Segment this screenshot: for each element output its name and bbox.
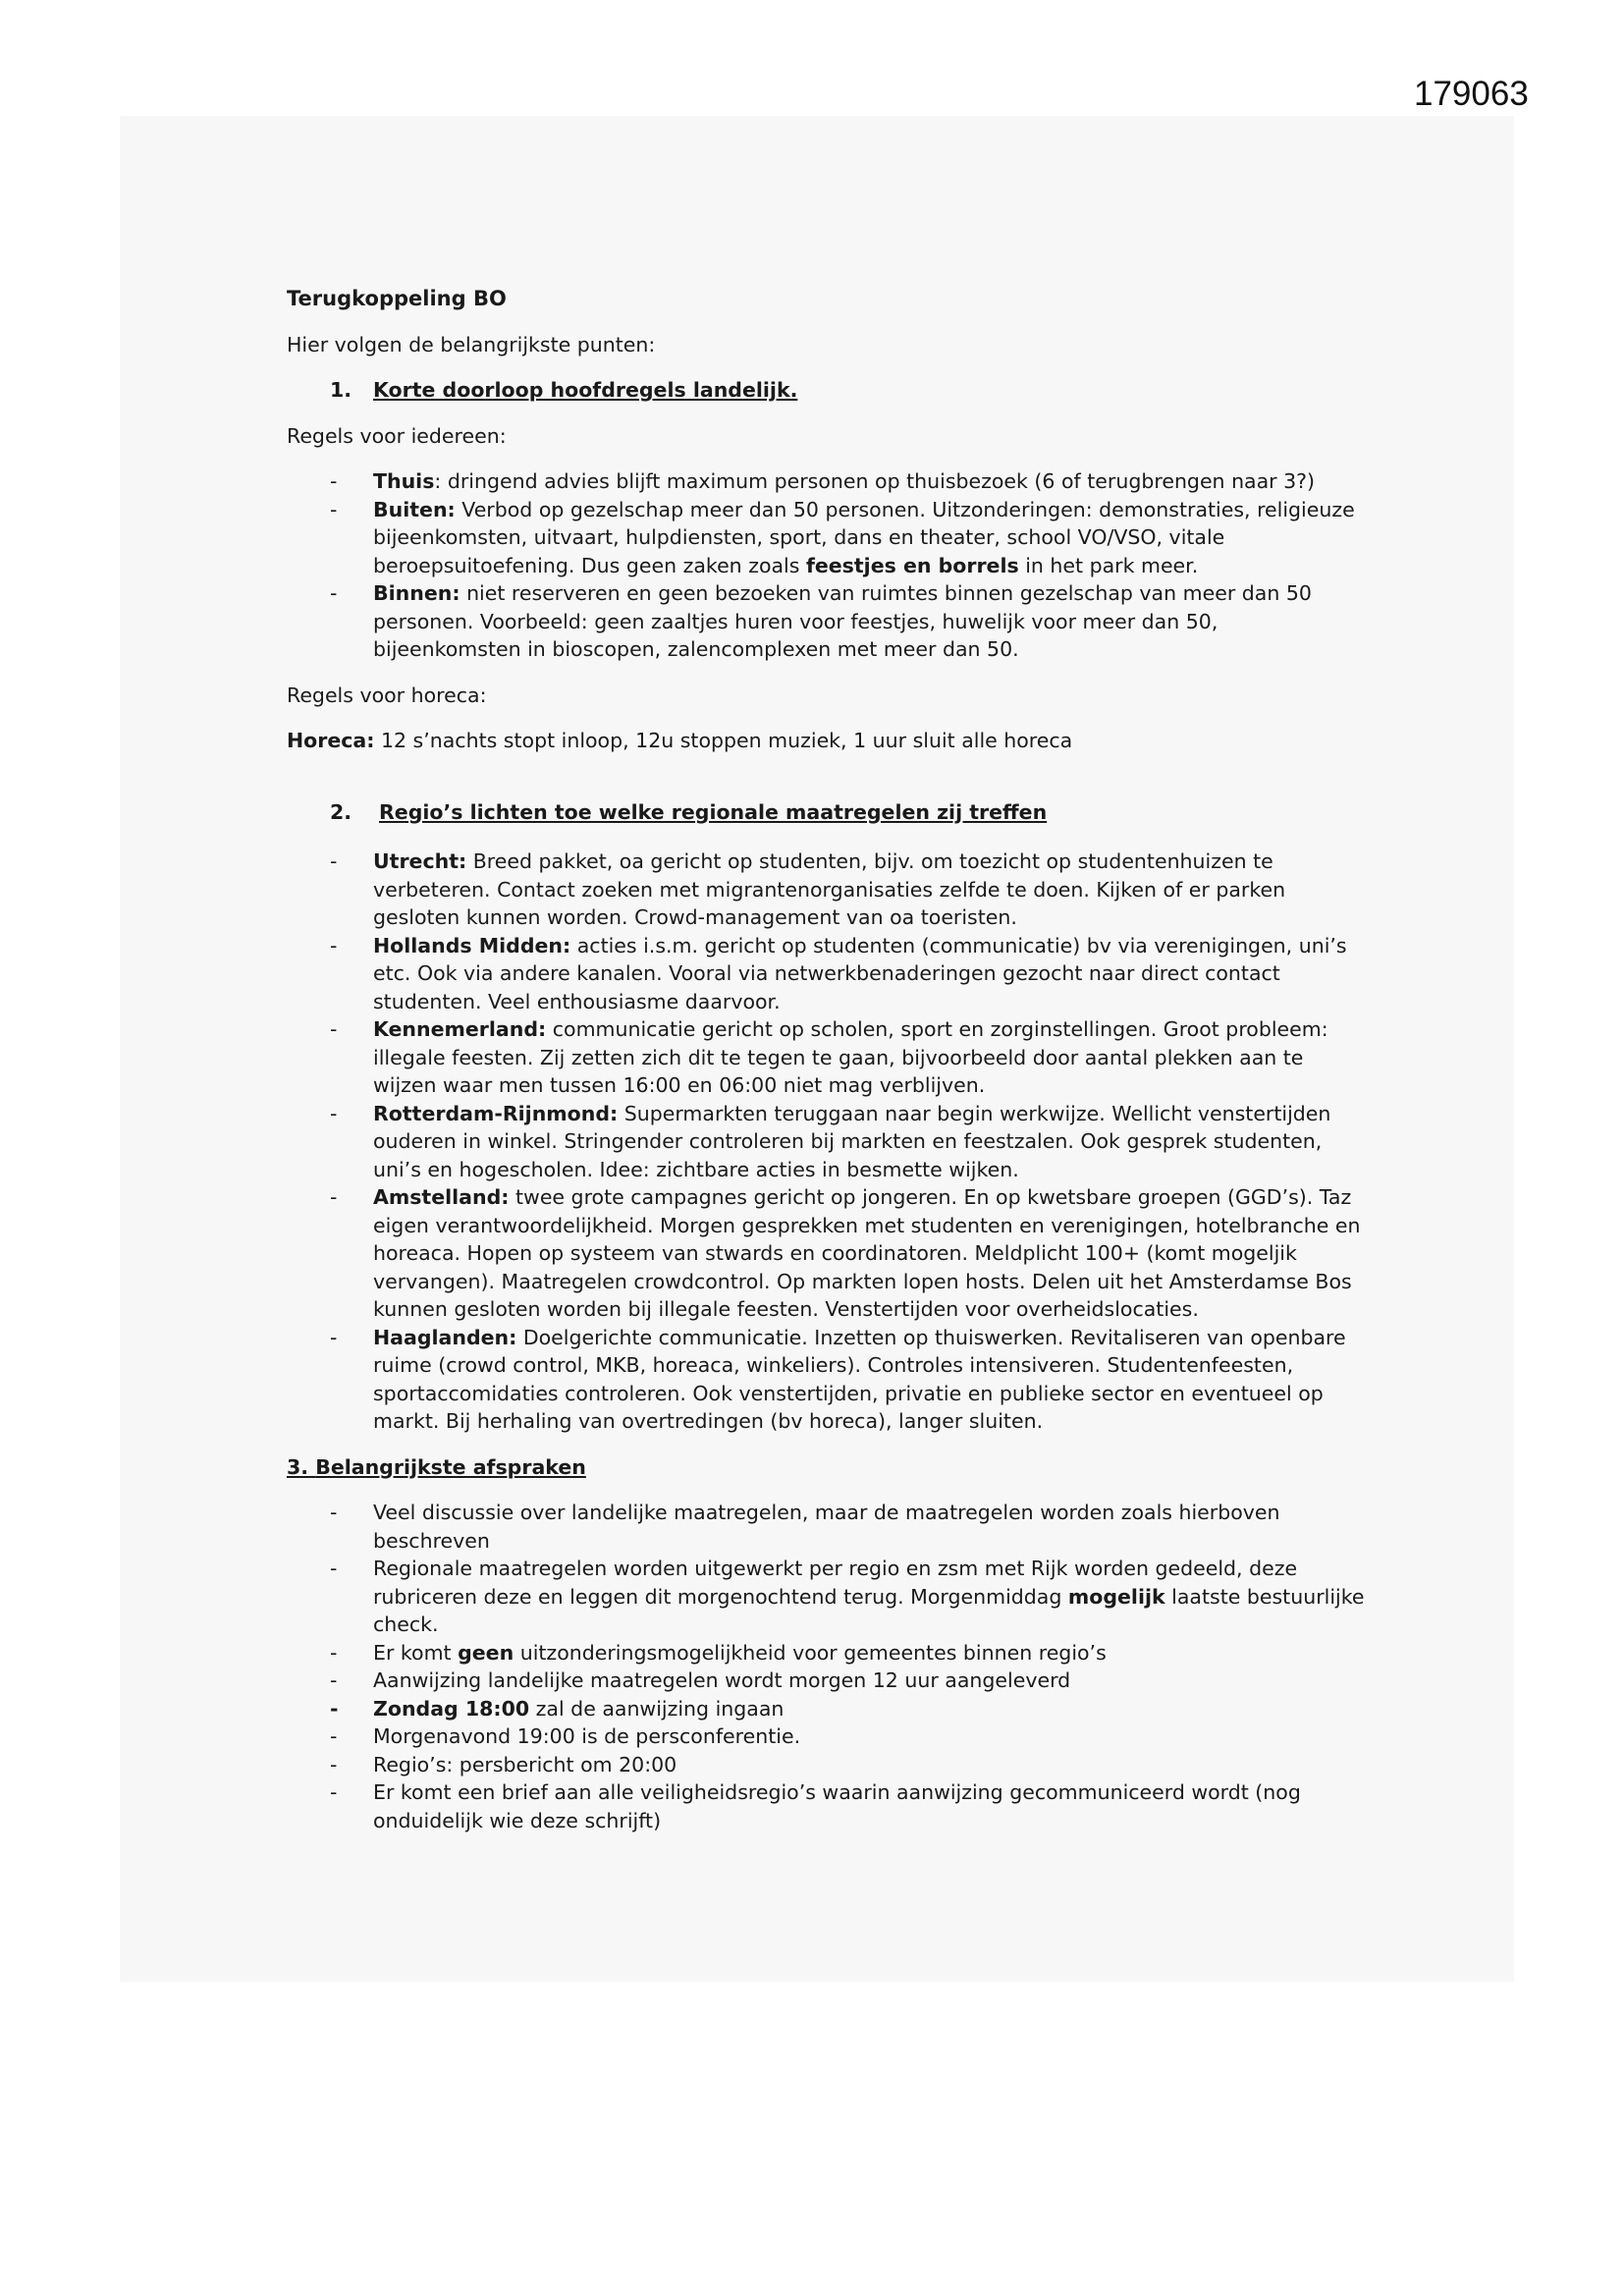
regions-list xyxy=(287,847,1367,1436)
section-2-heading xyxy=(287,798,1367,827)
section-2-number: 2. xyxy=(330,799,352,824)
document-title: Terugkoppeling BO xyxy=(287,287,507,310)
list-item: - Er komt een brief aan alle veiligheidsregio’s waarin aanwijzing gecommuniceerd wordt (nog onduidelijk wie deze schrijft) xyxy=(330,1780,1301,1832)
section-1-number: 1. xyxy=(330,378,352,402)
list-item: - Veel discussie over landelijke maatregelen, maar de maatregelen worden zoals hierboven beschreven xyxy=(330,1501,1280,1553)
rules-everyone-label: Regels voor iedereen: xyxy=(287,423,507,448)
section-1-heading xyxy=(287,376,1367,405)
list-item: - Regio’s: persbericht om 20:00 xyxy=(330,1752,677,1777)
list-item: - Haaglanden: Doelgerichte communicatie. Inzetten op thuiswerken. Revitaliseren van openbare ruime (crowd control, MKB, horeaca, winkeliers). Controles intensiveren. Studentenfeesten, sportaccomidaties controleren. Ook venstertijden, privatie en publieke sector en eventueel op markt. Bij herhaling van overtredingen (bv horeca), langer sluiten. xyxy=(330,1325,1346,1433)
rules-everyone-list xyxy=(287,467,1367,664)
section-1-title: Korte doorloop hoofdregels landelijk. xyxy=(373,378,798,402)
list-item: - Rotterdam-Rijnmond: Supermarkten teruggaan naar begin werkwijze. Wellicht venstertijden ouderen in winkel. Stringender controleren bij markten en feestzalen. Ook gesprek studenten, uni’s en hogescholen. Idee: zichtbare acties in besmette wijken. xyxy=(330,1101,1331,1181)
list-item: - Er komt geen uitzonderingsmogelijkheid voor gemeentes binnen regio’s xyxy=(330,1640,1107,1665)
intro-text: Hier volgen de belangrijkste punten: xyxy=(287,332,656,356)
list-item: - Binnen: niet reserveren en geen bezoeken van ruimtes binnen gezelschap van meer dan 50 personen. Voorbeeld: geen zaaltjes huren voor feestjes, huwelijk voor meer dan 50, bijeenkomsten in bioscopen, zalencomplexen met meer dan 50. xyxy=(330,581,1312,661)
section-3-number: 3. xyxy=(287,1454,309,1479)
horeca-rule: Horeca: 12 s’nachts stopt inloop, 12u stoppen muziek, 1 uur sluit alle horeca xyxy=(287,729,1073,752)
list-item: - Amstelland: twee grote campagnes gericht op jongeren. En op kwetsbare groepen (GGD’s). Taz eigen verantwoordelijkheid. Morgen gesprekken met studenten en verenigingen, hotelbranche en horeaca. Hopen op systeem van stwards en coordinatoren. Meldplicht 100+ (komt mogeljik vervangen). Maatregelen crowdcontrol. Op markten lopen hosts. Delen uit het Amsterdamse Bos kunnen gesloten worden bij illegale feesten. Venstertijden voor overheidslocaties. xyxy=(330,1185,1361,1321)
section-2-title: Regio’s lichten toe welke regionale maatregelen zij treffen xyxy=(379,799,1048,824)
rules-horeca-label: Regels voor horeca: xyxy=(287,683,487,707)
list-item: - Thuis: dringend advies blijft maximum personen op thuisbezoek (6 of terugbrengen naar 3?) xyxy=(330,469,1316,493)
document-body xyxy=(287,285,1367,1834)
list-item: - Regionale maatregelen worden uitgewerkt per regio en zsm met Rijk worden gedeeld, deze rubriceren deze en leggen dit morgenochtend terug. Morgenmiddag mogelijk laatste bestuurlijke check. xyxy=(330,1557,1365,1636)
list-item: - Zondag 18:00 zal de aanwijzing ingaan xyxy=(330,1696,785,1721)
list-item: - Utrecht: Breed pakket, oa gericht op studenten, bijv. om toezicht op studentenhuizen te verbeteren. Contact zoeken met migrantenorganisaties zelfde te doen. Kijken of er parken gesloten kunnen worden. Crowd-management van oa toeristen. xyxy=(330,849,1286,929)
list-item: - Hollands Midden: acties i.s.m. gericht op studenten (communicatie) bv via verenigingen, uni’s etc. Ook via andere kanalen. Vooral via netwerkbenaderingen gezocht naar direct contact studenten. Veel enthousiasme daarvoor. xyxy=(330,933,1347,1013)
section-3-title: Belangrijkste afspraken xyxy=(315,1454,586,1479)
agreements-list xyxy=(287,1499,1367,1834)
list-item: - Aanwijzing landelijke maatregelen wordt morgen 12 uur aangeleverd xyxy=(330,1668,1071,1692)
list-item: - Kennemerland: communicatie gericht op scholen, sport en zorginstellingen. Groot probleem: illegale feesten. Zij zetten zich dit te tegen te gaan, bijvoorbeeld door aantal plekken aan te wijzen waar men tussen 16:00 en 06:00 niet mag verblijven. xyxy=(330,1017,1328,1097)
list-item: - Buiten: Verbod op gezelschap meer dan 50 personen. Uitzonderingen: demonstraties, religieuze bijeenkomsten, uitvaart, hulpdiensten, sport, dans en theater, school VO/VSO, vitale beroepsuitoefening. Dus geen zaken zoals feestjes en borrels in het park meer. xyxy=(330,497,1355,577)
list-item: - Morgenavond 19:00 is de persconferentie. xyxy=(330,1724,801,1748)
document-number: 179063 xyxy=(1414,75,1529,113)
section-3-heading xyxy=(287,1453,1367,1482)
